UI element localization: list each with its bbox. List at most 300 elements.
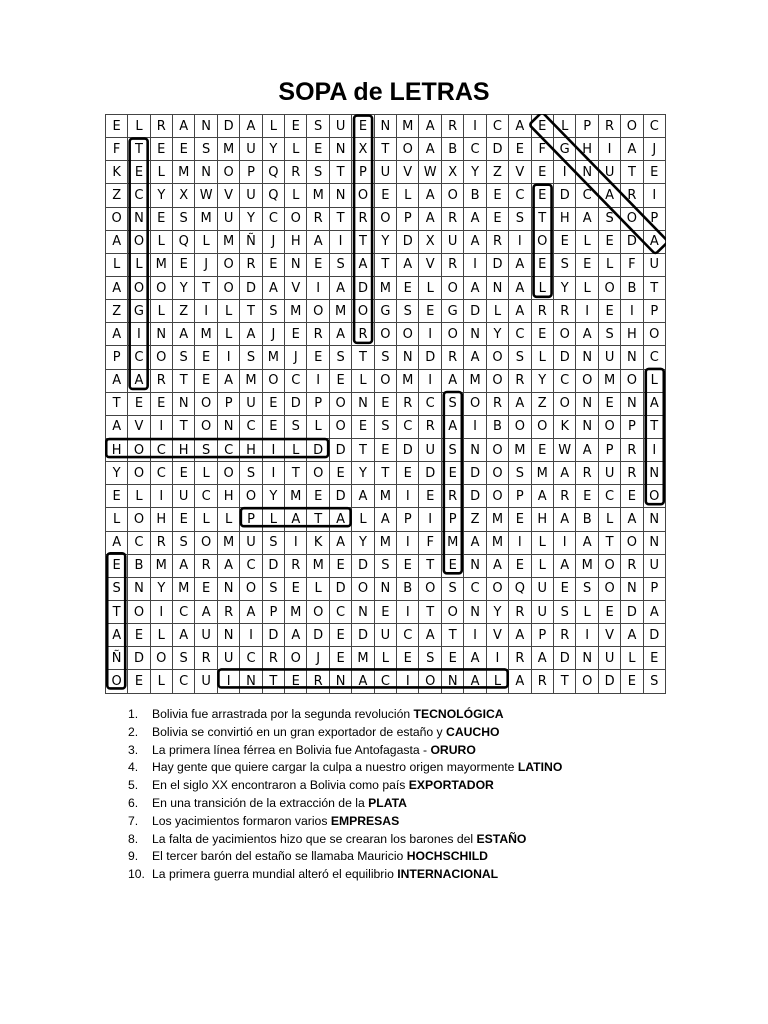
grid-cell: N bbox=[285, 253, 307, 276]
grid-cell: L bbox=[262, 115, 284, 138]
grid-cell: C bbox=[217, 438, 239, 461]
grid-cell: D bbox=[621, 230, 643, 253]
grid-cell: T bbox=[128, 138, 150, 161]
grid-cell: X bbox=[352, 138, 374, 161]
grid-cell: Q bbox=[262, 161, 284, 184]
grid-cell: O bbox=[553, 392, 576, 415]
grid-cell: E bbox=[150, 392, 172, 415]
grid-cell: O bbox=[531, 230, 553, 253]
grid-cell: E bbox=[285, 115, 307, 138]
grid-row bbox=[106, 392, 666, 415]
grid-cell: E bbox=[531, 115, 553, 138]
grid-cell: N bbox=[643, 531, 665, 554]
grid-cell: M bbox=[441, 531, 463, 554]
grid-cell: A bbox=[553, 508, 576, 531]
grid-row bbox=[106, 415, 666, 438]
grid-cell: L bbox=[106, 508, 128, 531]
grid-cell: H bbox=[150, 508, 172, 531]
clue-item bbox=[128, 724, 562, 742]
grid-row bbox=[106, 300, 666, 323]
grid-cell: C bbox=[128, 346, 150, 369]
grid-cell: A bbox=[643, 600, 665, 623]
grid-row bbox=[106, 600, 666, 623]
grid-cell: S bbox=[262, 300, 284, 323]
grid-cell: R bbox=[307, 323, 329, 346]
grid-cell: N bbox=[329, 670, 351, 693]
grid-cell: A bbox=[397, 253, 419, 276]
grid-cell: S bbox=[172, 647, 194, 670]
grid-cell: V bbox=[509, 161, 531, 184]
grid-cell: A bbox=[106, 323, 128, 346]
grid-cell: R bbox=[150, 531, 172, 554]
grid-cell: N bbox=[352, 600, 374, 623]
grid-cell: P bbox=[352, 161, 374, 184]
grid-cell: E bbox=[486, 184, 508, 207]
grid-cell: R bbox=[621, 462, 643, 485]
grid-cell: I bbox=[128, 323, 150, 346]
grid-cell: A bbox=[531, 485, 553, 508]
grid-cell: A bbox=[285, 624, 307, 647]
grid-cell: A bbox=[240, 115, 262, 138]
grid-cell: O bbox=[374, 323, 396, 346]
grid-cell: M bbox=[172, 577, 194, 600]
grid-cell: Y bbox=[150, 577, 172, 600]
grid-cell: Z bbox=[531, 392, 553, 415]
grid-cell: S bbox=[598, 323, 620, 346]
grid-cell: S bbox=[441, 438, 463, 461]
grid-row bbox=[106, 624, 666, 647]
grid-cell: E bbox=[621, 485, 643, 508]
grid-cell: O bbox=[128, 230, 150, 253]
grid-cell: Y bbox=[352, 531, 374, 554]
grid-cell: L bbox=[150, 161, 172, 184]
grid-row bbox=[106, 531, 666, 554]
grid-cell: S bbox=[195, 438, 218, 461]
grid-cell: U bbox=[598, 161, 620, 184]
grid-cell: P bbox=[643, 300, 665, 323]
grid-cell: I bbox=[329, 230, 351, 253]
grid-cell: H bbox=[576, 138, 598, 161]
grid-cell: C bbox=[397, 415, 419, 438]
grid-cell: T bbox=[598, 531, 620, 554]
grid-cell: B bbox=[621, 276, 643, 299]
grid-cell: R bbox=[307, 670, 329, 693]
grid-cell: A bbox=[509, 276, 531, 299]
grid-cell: L bbox=[643, 369, 665, 392]
grid-cell: Y bbox=[106, 462, 128, 485]
grid-cell: S bbox=[262, 577, 284, 600]
grid-row bbox=[106, 115, 666, 138]
grid-cell: D bbox=[240, 276, 262, 299]
grid-cell: D bbox=[553, 184, 576, 207]
grid-cell: I bbox=[621, 300, 643, 323]
grid-cell: D bbox=[217, 115, 239, 138]
grid-cell: E bbox=[195, 577, 218, 600]
clue-number: 2. bbox=[128, 724, 139, 739]
grid-cell: P bbox=[598, 438, 620, 461]
grid-cell: L bbox=[150, 230, 172, 253]
grid-cell: C bbox=[240, 415, 262, 438]
clue-answer: PLATA bbox=[368, 795, 407, 810]
grid-cell: A bbox=[553, 554, 576, 577]
grid-cell: N bbox=[576, 346, 598, 369]
grid-cell: V bbox=[486, 624, 508, 647]
grid-cell: T bbox=[352, 346, 374, 369]
grid-cell: S bbox=[509, 462, 531, 485]
grid-cell: V bbox=[217, 184, 239, 207]
grid-cell: A bbox=[643, 230, 665, 253]
grid-cell: F bbox=[621, 253, 643, 276]
grid-cell: V bbox=[285, 276, 307, 299]
grid-cell: N bbox=[576, 161, 598, 184]
grid-row bbox=[106, 184, 666, 207]
grid-cell: O bbox=[464, 392, 486, 415]
grid-cell: K bbox=[307, 531, 329, 554]
grid-cell: R bbox=[195, 647, 218, 670]
grid-cell: O bbox=[441, 600, 463, 623]
grid-cell: E bbox=[329, 369, 351, 392]
grid-cell: D bbox=[643, 624, 665, 647]
clue-number: 3. bbox=[128, 742, 139, 757]
grid-cell: L bbox=[352, 369, 374, 392]
grid-cell: S bbox=[172, 531, 194, 554]
grid-cell: T bbox=[172, 369, 194, 392]
grid-cell: E bbox=[598, 300, 620, 323]
grid-cell: R bbox=[441, 115, 463, 138]
grid-cell: A bbox=[106, 531, 128, 554]
grid-cell: X bbox=[419, 230, 442, 253]
grid-cell: E bbox=[397, 462, 419, 485]
grid-cell: E bbox=[307, 485, 329, 508]
grid-cell: A bbox=[106, 415, 128, 438]
grid-cell: N bbox=[397, 346, 419, 369]
grid-cell: U bbox=[329, 115, 351, 138]
grid-cell: A bbox=[509, 392, 531, 415]
clue-item bbox=[128, 831, 562, 849]
grid-cell: M bbox=[509, 438, 531, 461]
grid-cell: E bbox=[374, 184, 396, 207]
grid-cell: U bbox=[195, 670, 218, 693]
grid-cell: E bbox=[262, 253, 284, 276]
grid-cell: O bbox=[217, 462, 239, 485]
grid-cell: A bbox=[195, 600, 218, 623]
grid-cell: M bbox=[397, 369, 419, 392]
grid-cell: E bbox=[374, 600, 396, 623]
grid-cell: C bbox=[195, 485, 218, 508]
grid-cell: L bbox=[531, 276, 553, 299]
grid-cell: N bbox=[195, 161, 218, 184]
grid-cell: N bbox=[329, 138, 351, 161]
grid-cell: I bbox=[217, 670, 239, 693]
grid-cell: D bbox=[262, 624, 284, 647]
grid-cell: J bbox=[262, 323, 284, 346]
grid-cell: R bbox=[621, 438, 643, 461]
grid-cell: E bbox=[553, 577, 576, 600]
clue-number: 10. bbox=[128, 867, 145, 882]
grid-row bbox=[106, 647, 666, 670]
grid-cell: L bbox=[397, 184, 419, 207]
grid-cell: Y bbox=[531, 369, 553, 392]
grid-cell: O bbox=[419, 670, 442, 693]
grid-cell: O bbox=[128, 600, 150, 623]
grid-cell: A bbox=[576, 323, 598, 346]
grid-cell: C bbox=[509, 323, 531, 346]
grid-cell: E bbox=[195, 369, 218, 392]
grid-cell: R bbox=[419, 415, 442, 438]
grid-cell: A bbox=[329, 323, 351, 346]
grid-cell: I bbox=[464, 415, 486, 438]
grid-cell: M bbox=[285, 600, 307, 623]
grid-cell: S bbox=[576, 577, 598, 600]
grid-cell: O bbox=[195, 392, 218, 415]
grid-cell: E bbox=[598, 392, 620, 415]
grid-cell: L bbox=[128, 253, 150, 276]
grid-cell: E bbox=[531, 161, 553, 184]
grid-cell: P bbox=[262, 600, 284, 623]
grid-cell: E bbox=[531, 253, 553, 276]
grid-cell: E bbox=[262, 392, 284, 415]
grid-cell: A bbox=[621, 624, 643, 647]
grid-cell: Ñ bbox=[240, 230, 262, 253]
grid-row bbox=[106, 253, 666, 276]
grid-cell: Y bbox=[486, 600, 508, 623]
grid-cell: G bbox=[128, 300, 150, 323]
grid-cell: R bbox=[195, 554, 218, 577]
grid-cell: A bbox=[352, 670, 374, 693]
grid-cell: M bbox=[172, 161, 194, 184]
grid-cell: R bbox=[598, 115, 620, 138]
grid-cell: E bbox=[643, 647, 665, 670]
grid-cell: I bbox=[464, 624, 486, 647]
grid-cell: E bbox=[441, 647, 463, 670]
grid-cell: E bbox=[397, 276, 419, 299]
grid-cell: T bbox=[643, 415, 665, 438]
grid-cell: O bbox=[598, 276, 620, 299]
grid-cell: R bbox=[553, 624, 576, 647]
grid-row bbox=[106, 276, 666, 299]
grid-cell: R bbox=[531, 300, 553, 323]
grid-row bbox=[106, 346, 666, 369]
grid-cell: E bbox=[441, 462, 463, 485]
grid-cell: W bbox=[195, 184, 218, 207]
grid-cell: P bbox=[397, 207, 419, 230]
grid-cell: U bbox=[374, 624, 396, 647]
grid-cell: L bbox=[128, 485, 150, 508]
grid-cell: Q bbox=[509, 577, 531, 600]
grid-cell: J bbox=[643, 138, 665, 161]
grid-cell: O bbox=[441, 184, 463, 207]
grid-cell: C bbox=[553, 369, 576, 392]
grid-row bbox=[106, 554, 666, 577]
grid-cell: L bbox=[553, 115, 576, 138]
grid-cell: A bbox=[464, 207, 486, 230]
grid-cell: I bbox=[419, 323, 442, 346]
grid-cell: N bbox=[240, 670, 262, 693]
grid-cell: C bbox=[643, 115, 665, 138]
grid-cell: S bbox=[419, 647, 442, 670]
grid-cell: U bbox=[598, 647, 620, 670]
grid-cell: O bbox=[397, 323, 419, 346]
grid-cell: M bbox=[397, 115, 419, 138]
grid-cell: S bbox=[598, 207, 620, 230]
grid-cell: T bbox=[195, 276, 218, 299]
grid-cell: H bbox=[106, 438, 128, 461]
grid-cell: R bbox=[576, 462, 598, 485]
grid-cell: O bbox=[128, 462, 150, 485]
grid-cell: D bbox=[397, 230, 419, 253]
grid-row bbox=[106, 138, 666, 161]
grid-cell: S bbox=[374, 415, 396, 438]
grid-cell: N bbox=[464, 600, 486, 623]
grid-cell: U bbox=[531, 600, 553, 623]
grid-cell: D bbox=[352, 276, 374, 299]
grid-cell: M bbox=[374, 485, 396, 508]
grid-cell: I bbox=[419, 369, 442, 392]
grid-cell: R bbox=[307, 207, 329, 230]
grid-cell: E bbox=[576, 485, 598, 508]
grid-cell: A bbox=[106, 276, 128, 299]
grid-cell: Q bbox=[172, 230, 194, 253]
grid-row bbox=[106, 161, 666, 184]
grid-cell: Z bbox=[172, 300, 194, 323]
grid-cell: C bbox=[598, 485, 620, 508]
grid-cell: U bbox=[195, 624, 218, 647]
grid-cell: T bbox=[374, 462, 396, 485]
grid-cell: L bbox=[531, 346, 553, 369]
grid-cell: E bbox=[531, 323, 553, 346]
grid-cell: P bbox=[240, 508, 262, 531]
grid-cell: T bbox=[419, 600, 442, 623]
grid-cell: L bbox=[150, 670, 172, 693]
grid-cell: T bbox=[531, 207, 553, 230]
grid-cell: M bbox=[352, 647, 374, 670]
grid-cell: U bbox=[531, 577, 553, 600]
grid-cell: D bbox=[464, 462, 486, 485]
grid-cell: Y bbox=[240, 207, 262, 230]
grid-cell: F bbox=[419, 531, 442, 554]
grid-cell: S bbox=[106, 577, 128, 600]
grid-cell: A bbox=[374, 508, 396, 531]
grid-cell: O bbox=[486, 462, 508, 485]
grid-cell: O bbox=[106, 207, 128, 230]
grid-cell: E bbox=[128, 624, 150, 647]
grid-row bbox=[106, 323, 666, 346]
grid-cell: C bbox=[240, 554, 262, 577]
grid-cell: A bbox=[419, 184, 442, 207]
grid-cell: U bbox=[419, 438, 442, 461]
grid-cell: H bbox=[217, 485, 239, 508]
grid-cell: A bbox=[576, 531, 598, 554]
clue-number: 5. bbox=[128, 778, 139, 793]
grid-cell: B bbox=[397, 577, 419, 600]
grid-cell: R bbox=[441, 207, 463, 230]
grid-cell: I bbox=[150, 600, 172, 623]
grid-cell: M bbox=[285, 485, 307, 508]
grid-cell: S bbox=[195, 138, 218, 161]
grid-cell: A bbox=[576, 438, 598, 461]
grid-cell: A bbox=[419, 115, 442, 138]
grid-cell: D bbox=[419, 346, 442, 369]
clue-answer: ESTAÑO bbox=[476, 831, 527, 846]
grid-cell: R bbox=[486, 230, 508, 253]
grid-cell: O bbox=[441, 276, 463, 299]
grid-cell: B bbox=[576, 508, 598, 531]
grid-cell: C bbox=[464, 138, 486, 161]
grid-cell: A bbox=[106, 230, 128, 253]
grid-cell: O bbox=[329, 415, 351, 438]
clue-text: La primera guerra mundial alteró el equilibrio bbox=[152, 867, 398, 882]
grid-cell: Y bbox=[374, 230, 396, 253]
grid-cell: T bbox=[374, 253, 396, 276]
grid-cell: A bbox=[106, 369, 128, 392]
grid-cell: R bbox=[150, 369, 172, 392]
grid-cell: A bbox=[419, 138, 442, 161]
grid-cell: G bbox=[553, 138, 576, 161]
grid-cell: I bbox=[262, 438, 284, 461]
grid-cell: Z bbox=[464, 508, 486, 531]
grid-cell: V bbox=[598, 624, 620, 647]
grid-cell: I bbox=[643, 438, 665, 461]
grid-cell: A bbox=[262, 276, 284, 299]
grid-cell: A bbox=[486, 554, 508, 577]
grid-cell: L bbox=[128, 115, 150, 138]
grid-cell: A bbox=[128, 369, 150, 392]
grid-cell: A bbox=[240, 323, 262, 346]
grid-cell: S bbox=[172, 346, 194, 369]
grid-cell: D bbox=[464, 485, 486, 508]
grid-cell: A bbox=[621, 138, 643, 161]
grid-cell: T bbox=[621, 161, 643, 184]
grid-cell: H bbox=[553, 207, 576, 230]
grid-cell: P bbox=[217, 392, 239, 415]
grid-cell: H bbox=[531, 508, 553, 531]
grid-cell: V bbox=[128, 415, 150, 438]
clue-item bbox=[128, 813, 562, 831]
clue-answer: LATINO bbox=[517, 760, 563, 775]
grid-cell: M bbox=[217, 138, 239, 161]
grid-cell: V bbox=[397, 161, 419, 184]
grid-cell: C bbox=[240, 647, 262, 670]
grid-cell: L bbox=[598, 508, 620, 531]
clue-number: 9. bbox=[128, 849, 139, 864]
grid-cell: A bbox=[106, 624, 128, 647]
grid-cell: O bbox=[486, 485, 508, 508]
grid-cell: U bbox=[240, 531, 262, 554]
grid-cell: T bbox=[262, 670, 284, 693]
grid-cell: A bbox=[352, 485, 374, 508]
grid-cell: C bbox=[419, 392, 442, 415]
grid-cell: D bbox=[397, 438, 419, 461]
grid-cell: Z bbox=[106, 184, 128, 207]
grid-cell: R bbox=[509, 600, 531, 623]
grid-cell: U bbox=[240, 184, 262, 207]
grid-cell: E bbox=[307, 253, 329, 276]
grid-cell: O bbox=[195, 415, 218, 438]
grid-cell: N bbox=[217, 415, 239, 438]
grid-cell: I bbox=[307, 369, 329, 392]
grid-cell: R bbox=[509, 647, 531, 670]
grid-cell: O bbox=[150, 276, 172, 299]
grid-cell: D bbox=[307, 624, 329, 647]
grid-cell: A bbox=[352, 253, 374, 276]
grid-cell: O bbox=[285, 647, 307, 670]
grid-cell: N bbox=[374, 577, 396, 600]
grid-cell: M bbox=[240, 369, 262, 392]
grid-cell: A bbox=[509, 115, 531, 138]
grid-cell: E bbox=[531, 184, 553, 207]
grid-cell: M bbox=[374, 531, 396, 554]
grid-cell: E bbox=[531, 438, 553, 461]
